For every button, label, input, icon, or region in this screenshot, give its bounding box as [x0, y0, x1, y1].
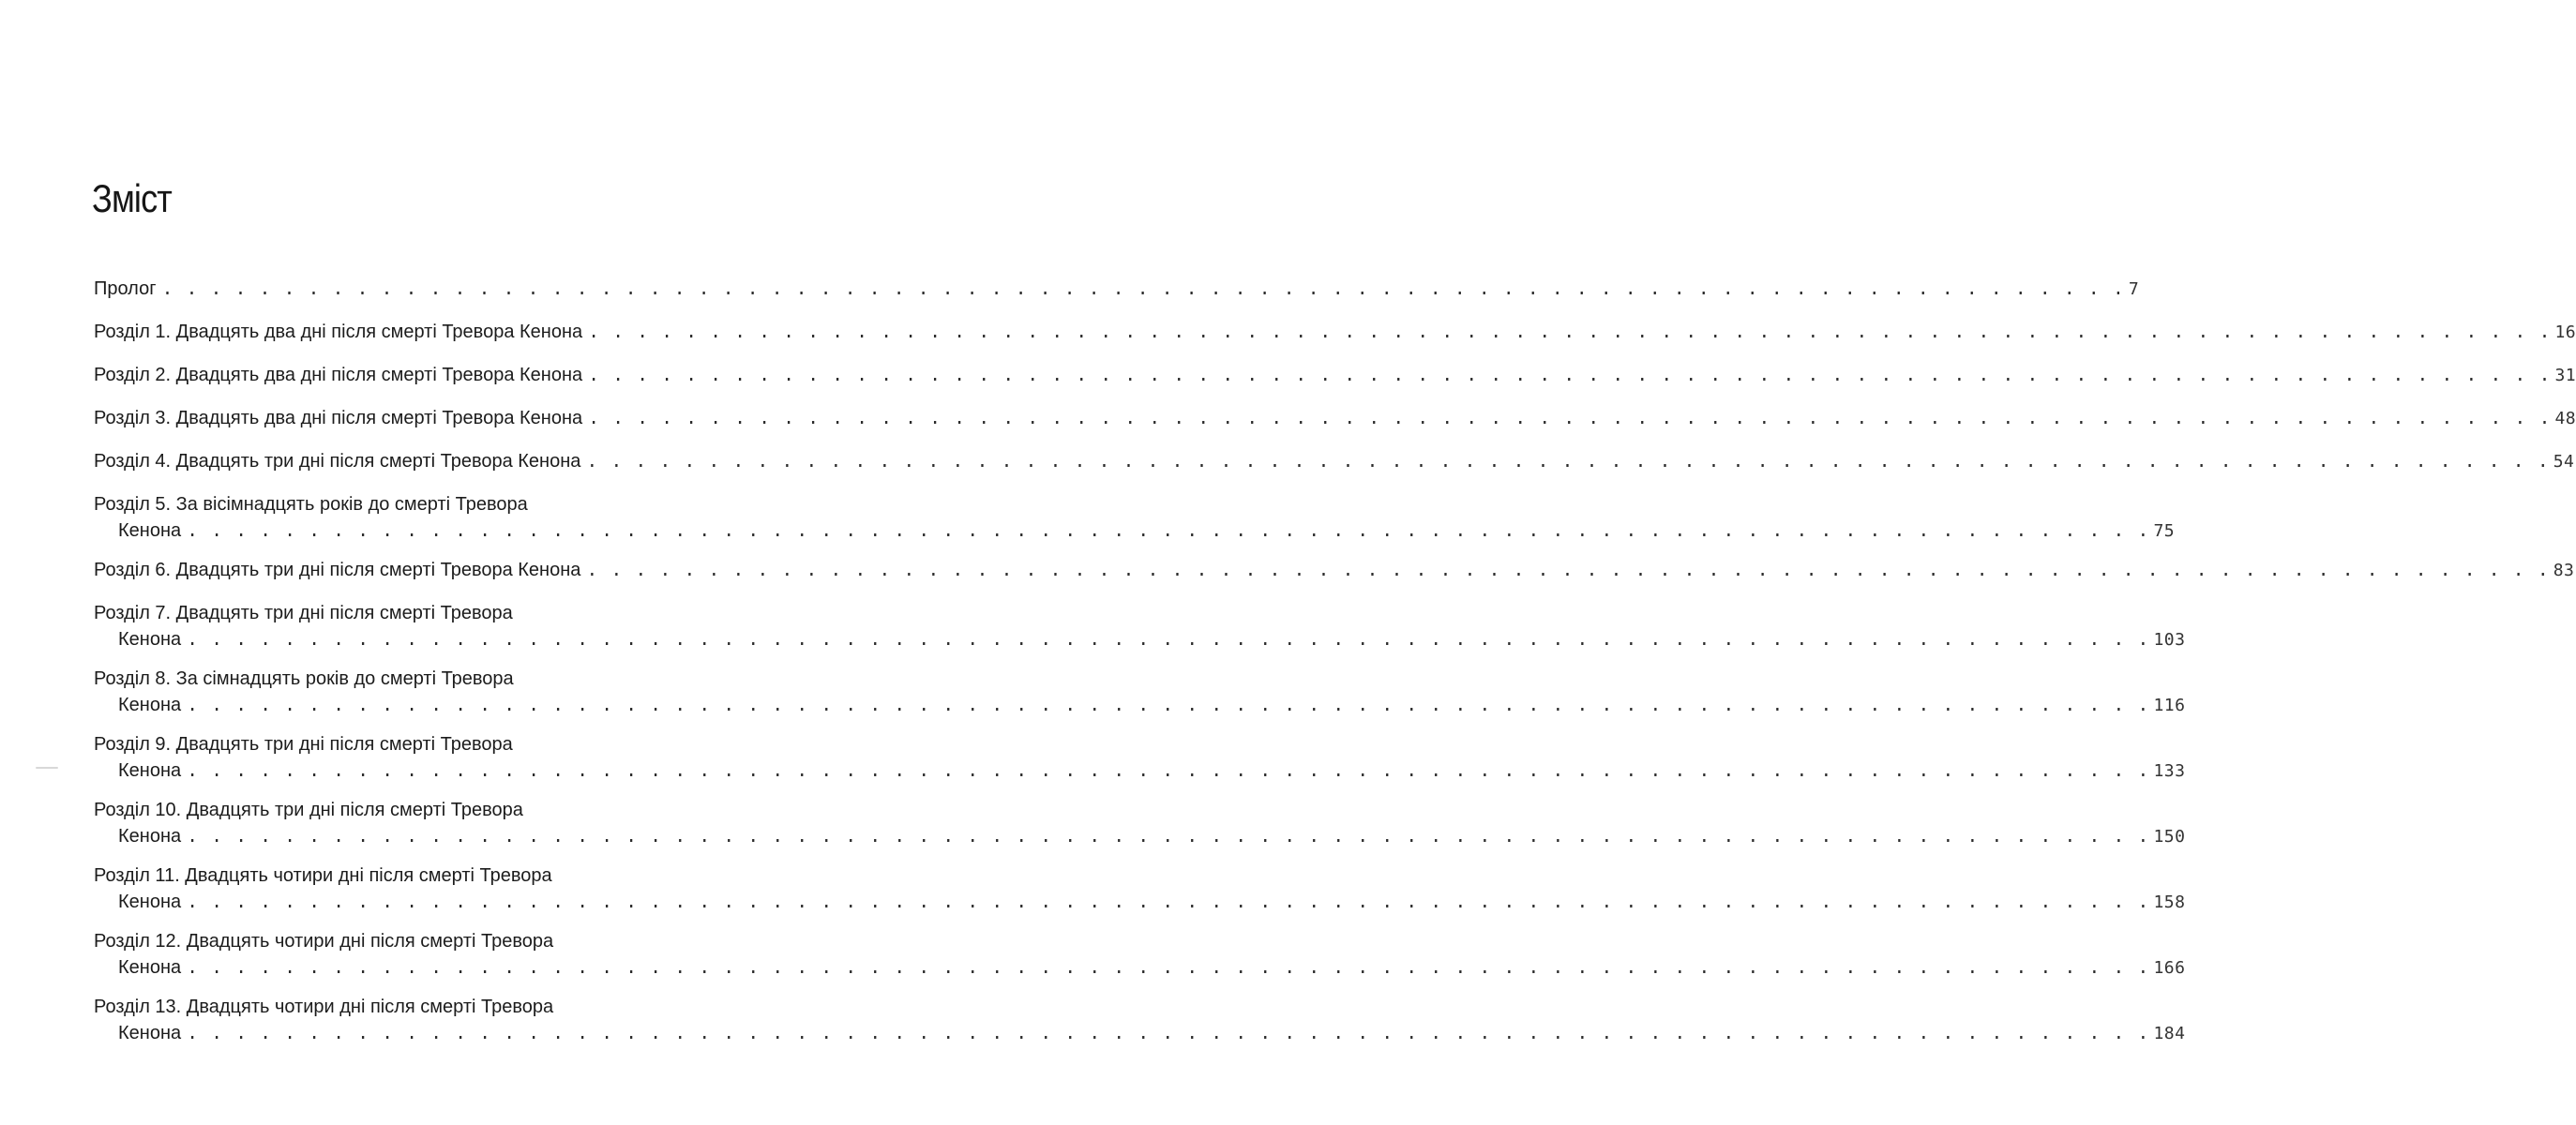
toc-entry — [94, 557, 2575, 600]
toc-entry-title: Розділ 9. Двадцять три дні після смерті Тревора — [94, 734, 513, 755]
toc-entry-title: Розділ 4. Двадцять три дні після смерті Тревора Кенона — [94, 451, 581, 472]
toc-page-number: 116 — [2153, 696, 2186, 715]
toc-entry — [94, 666, 2186, 731]
toc-page-number: 103 — [2153, 630, 2186, 650]
toc-entry-title: Розділ 13. Двадцять чотири дні після смерті Тревора — [94, 997, 554, 1017]
toc-entry — [94, 600, 2186, 666]
leader-dots: . . . . . . . . . . . . . . . . . . . . . . . . . . . . . . . . . . . . . . . . . . . . . . . . . . . . . . . . . . . . . . . . . . . . . . . . . . . . . . . . . — [187, 521, 2150, 543]
toc-entry — [94, 928, 2186, 994]
toc-page-number: 83 — [2553, 561, 2575, 580]
toc-page-number: 31 — [2554, 366, 2576, 385]
leader-dots: . . . . . . . . . . . . . . . . . . . . . . . . . . . . . . . . . . . . . . . . . . . . . . . . . . . . . . . . . . . . . . . . . . . . . . . . . . . . . . . . . — [187, 958, 2150, 980]
toc-entry-title: Розділ 12. Двадцять чотири дні після смерті Тревора — [94, 931, 554, 952]
toc-entry-title-continued: Кенона — [118, 629, 182, 650]
toc-entry — [94, 731, 2186, 797]
toc-entry-title-continued: Кенона — [118, 760, 182, 781]
leader-dots: . . . . . . . . . . . . . . . . . . . . . . . . . . . . . . . . . . . . . . . . . . . . . . . . . . . . . . . . . . . . . . . . . . . . . . . . . . . . . . . . . — [187, 761, 2150, 783]
toc-entry — [94, 319, 2576, 362]
toc-entry — [94, 862, 2186, 928]
toc-page-number: 184 — [2153, 1024, 2186, 1043]
leader-dots: . . . . . . . . . . . . . . . . . . . . . . . . . . . . . . . . . . . . . . . . . . . . . . . . . . . . . . . . . . . . . . . . . . . . . . . . . . . . . . . . . — [588, 409, 2552, 430]
toc-entry — [94, 797, 2186, 862]
toc-entry-title-continued: Кенона — [118, 957, 182, 978]
toc-entry-title: Розділ 3. Двадцять два дні після смерті Тревора Кенона — [94, 408, 583, 428]
leader-dots: . . . . . . . . . . . . . . . . . . . . . . . . . . . . . . . . . . . . . . . . . . . . . . . . . . . . . . . . . . . . . . . . . . . . . . . . . . . . . . . . . — [187, 630, 2150, 652]
leader-dots: . . . . . . . . . . . . . . . . . . . . . . . . . . . . . . . . . . . . . . . . . . . . . . . . . . . . . . . . . . . . . . . . . . . . . . . . . . . . . . . . . — [588, 366, 2552, 387]
toc-entry-title: Розділ 8. За сімнадцять років до смерті Тревора — [94, 668, 514, 689]
toc-page-number: 16 — [2554, 322, 2576, 342]
leader-dots: . . . . . . . . . . . . . . . . . . . . . . . . . . . . . . . . . . . . . . . . . . . . . . . . . . . . . . . . . . . . . . . . . . . . . . . . . . . . . . . . . — [586, 561, 2550, 582]
leader-dots: . . . . . . . . . . . . . . . . . . . . . . . . . . . . . . . . . . . . . . . . . . . . . . . . . . . . . . . . . . . . . . . . . . . . . . . . . . . . . . . . . — [588, 322, 2552, 344]
toc-page-number: 166 — [2153, 958, 2186, 978]
toc-entry-title: Розділ 5. За вісімнадцять років до смерті Тревора — [94, 494, 528, 515]
toc-entry-title: Розділ 10. Двадцять три дні після смерті Тревора — [94, 800, 523, 820]
leader-dots: . . . . . . . . . . . . . . . . . . . . . . . . . . . . . . . . . . . . . . . . . . . . . . . . . . . . . . . . . . . . . . . . . . . . . . . . . . . . . . . . . — [187, 1024, 2150, 1045]
toc-entry — [94, 276, 2140, 319]
toc-entry-title: Пролог — [94, 278, 157, 299]
toc-page-number: 158 — [2153, 892, 2186, 912]
toc-entry-title: Розділ 11. Двадцять чотири дні після смерті Тревора — [94, 865, 552, 886]
toc-entry-title: Розділ 2. Двадцять два дні після смерті Тревора Кенона — [94, 365, 583, 385]
toc-entry-title-continued: Кенона — [118, 520, 182, 541]
toc-page-number: 75 — [2153, 521, 2176, 541]
toc-entry-title-continued: Кенона — [118, 1023, 182, 1043]
toc-page-number: 150 — [2153, 827, 2186, 847]
toc-entry — [94, 448, 2575, 491]
toc-entry-title-continued: Кенона — [118, 892, 182, 912]
toc-page-number: 133 — [2153, 761, 2186, 781]
toc-entry — [94, 491, 2176, 557]
leader-dots: . . . . . . . . . . . . . . . . . . . . . . . . . . . . . . . . . . . . . . . . . . . . . . . . . . . . . . . . . . . . . . . . . . . . . . . . . . . . . . . . . — [187, 696, 2150, 717]
toc-entry-title-continued: Кенона — [118, 826, 182, 847]
toc-entry-title: Розділ 1. Двадцять два дні після смерті Тревора Кенона — [94, 322, 583, 342]
leader-dots: . . . . . . . . . . . . . . . . . . . . . . . . . . . . . . . . . . . . . . . . . . . . . . . . . . . . . . . . . . . . . . . . . . . . . . . . . . . . . . . . . — [586, 452, 2550, 473]
toc-entry — [94, 405, 2576, 448]
toc-entry — [94, 994, 2186, 1059]
page-title: Зміст — [92, 176, 172, 220]
toc-page-number: 7 — [2128, 279, 2140, 299]
toc-page-number: 54 — [2553, 452, 2575, 472]
toc-entry-title-continued: Кенона — [118, 695, 182, 715]
toc-entry-title: Розділ 6. Двадцять три дні після смерті Тревора Кенона — [94, 560, 581, 580]
leader-dots: . . . . . . . . . . . . . . . . . . . . . . . . . . . . . . . . . . . . . . . . . . . . . . . . . . . . . . . . . . . . . . . . . . . . . . . . . . . . . . . . . — [187, 827, 2150, 848]
toc-entry — [94, 362, 2576, 405]
toc-entry-title: Розділ 7. Двадцять три дні після смерті Тревора — [94, 603, 513, 623]
toc-page-number: 48 — [2554, 409, 2576, 428]
leader-dots: . . . . . . . . . . . . . . . . . . . . . . . . . . . . . . . . . . . . . . . . . . . . . . . . . . . . . . . . . . . . . . . . . . . . . . . . . . . . . . . . . — [187, 892, 2150, 914]
leader-dots: . . . . . . . . . . . . . . . . . . . . . . . . . . . . . . . . . . . . . . . . . . . . . . . . . . . . . . . . . . . . . . . . . . . . . . . . . . . . . . . . . — [161, 279, 2125, 301]
toc-list — [94, 276, 2576, 1059]
scan-artifact — [36, 767, 58, 769]
